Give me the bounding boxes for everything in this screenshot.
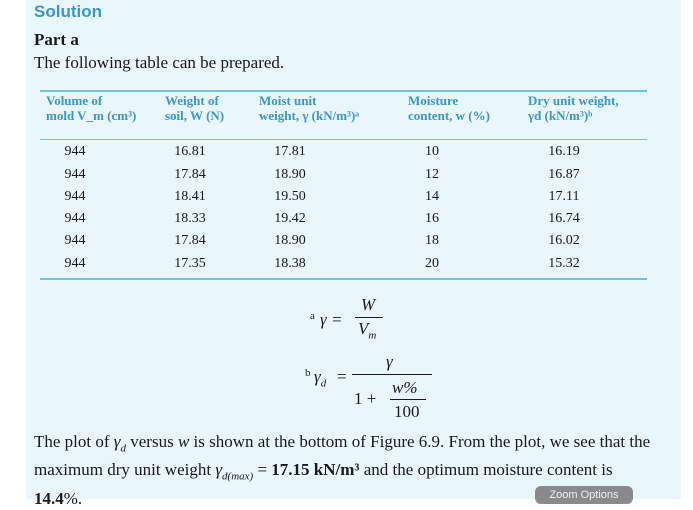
header-moist-unit-weight <box>259 93 359 123</box>
text-run: %. <box>63 488 83 508</box>
header-line: content, w (%) <box>408 108 490 123</box>
header-line: mold V_m (cm³) <box>46 108 137 123</box>
table-cell: 14 <box>425 189 439 204</box>
footnote-b-den-denominator: 100 <box>394 402 420 421</box>
table-cell: 944 <box>64 189 86 204</box>
header-line: Moist unit <box>259 93 317 108</box>
footnote-b-den-prefix: 1 + <box>354 389 377 408</box>
fraction-bar <box>352 374 432 375</box>
header-weight <box>165 93 224 123</box>
header-moisture-content <box>408 93 490 123</box>
table-cell: 944 <box>64 256 86 271</box>
header-line: soil, W (N) <box>165 108 225 123</box>
header-line: Moisture <box>408 93 459 108</box>
table-header-rule <box>40 139 647 140</box>
table-cell: 944 <box>64 233 86 248</box>
table-cell: 15.32 <box>548 256 580 271</box>
table-cell: 18 <box>425 233 439 248</box>
gamma-subscript: d <box>320 377 327 390</box>
header-line: Volume of <box>46 93 103 108</box>
footnote-a-numerator: W <box>361 295 376 314</box>
table-cell: 17.84 <box>174 167 206 182</box>
table-cell: 18.38 <box>274 256 306 271</box>
gamma-symbol: γ <box>113 432 121 451</box>
footnote-b-den-numerator: w% <box>392 378 418 397</box>
table-cell: 18.33 <box>174 211 206 226</box>
table-cell: 17.81 <box>274 144 306 159</box>
symbol-subscript: d(max) <box>222 470 254 483</box>
intro-text: The following table can be prepared. <box>34 53 285 72</box>
table-cell: 18.90 <box>274 167 306 182</box>
table-cell: 20 <box>425 256 439 271</box>
footnote-a-lhs: γ = <box>320 310 343 329</box>
header-line: weight, γ (kN/m³)ᵃ <box>259 108 360 123</box>
footnote-b-equals: = <box>337 367 347 386</box>
footnote-b-numerator: γ <box>386 352 393 371</box>
table-cell: 16.02 <box>548 233 580 248</box>
fraction-bar <box>390 399 426 400</box>
table-bottom-rule <box>40 278 647 280</box>
table-cell: 944 <box>64 144 86 159</box>
header-line: Weight of <box>165 93 219 108</box>
table-cell: 18.41 <box>174 189 206 204</box>
table-cell: 19.42 <box>274 211 306 226</box>
text-run: = <box>253 460 272 480</box>
footnote-a-mark: a <box>310 310 315 322</box>
w-symbol: w <box>177 432 190 451</box>
gamma-symbol: γ <box>314 367 321 386</box>
header-volume <box>46 93 136 123</box>
table-cell: 10 <box>425 144 439 159</box>
footnote-a-denominator <box>358 319 376 341</box>
optimum-moisture-content: 14.4 <box>34 488 64 508</box>
zoom-options-button[interactable]: Zoom Options <box>535 486 633 504</box>
max-dry-unit-weight: 17.15 kN/m³ <box>271 460 360 480</box>
header-line: γd (kN/m³)ᵇ <box>528 108 593 123</box>
footnote-b-lhs <box>314 367 326 389</box>
table-cell: 16.81 <box>174 144 206 159</box>
symbol-subscript: d <box>120 442 126 455</box>
table-cell: 12 <box>425 167 439 182</box>
table-cell: 19.50 <box>274 189 306 204</box>
header-line: Dry unit weight, <box>528 93 619 108</box>
text-run: and the optimum moisture content is <box>359 460 613 480</box>
part-title: Part a <box>34 30 79 49</box>
table-cell: 17.11 <box>548 189 580 204</box>
content-panel <box>26 0 681 499</box>
table-cell: 944 <box>64 211 86 226</box>
fraction-bar <box>355 317 383 318</box>
text-run: is shown at the bottom of Figure 6.9. From the plot, we see that the maximum dry unit weight <box>34 432 651 480</box>
denominator-symbol: V <box>358 319 369 338</box>
footnote-b-mark: b <box>305 367 311 379</box>
table-cell: 17.35 <box>174 256 206 271</box>
table-cell: 16.74 <box>548 211 580 226</box>
table-cell: 16 <box>425 211 439 226</box>
table-cell: 16.19 <box>548 144 580 159</box>
header-dry-unit-weight <box>528 93 619 123</box>
solution-heading: Solution <box>34 2 102 21</box>
text-run: The plot of <box>34 432 114 451</box>
table-cell: 17.84 <box>174 233 206 248</box>
table-top-rule <box>40 90 647 92</box>
table-cell: 16.87 <box>548 167 580 182</box>
text-run: versus <box>126 432 178 451</box>
gamma-symbol: γ <box>215 460 223 480</box>
table-cell: 18.90 <box>274 233 306 248</box>
denominator-subscript: m <box>368 329 377 342</box>
table-cell: 944 <box>64 167 86 182</box>
